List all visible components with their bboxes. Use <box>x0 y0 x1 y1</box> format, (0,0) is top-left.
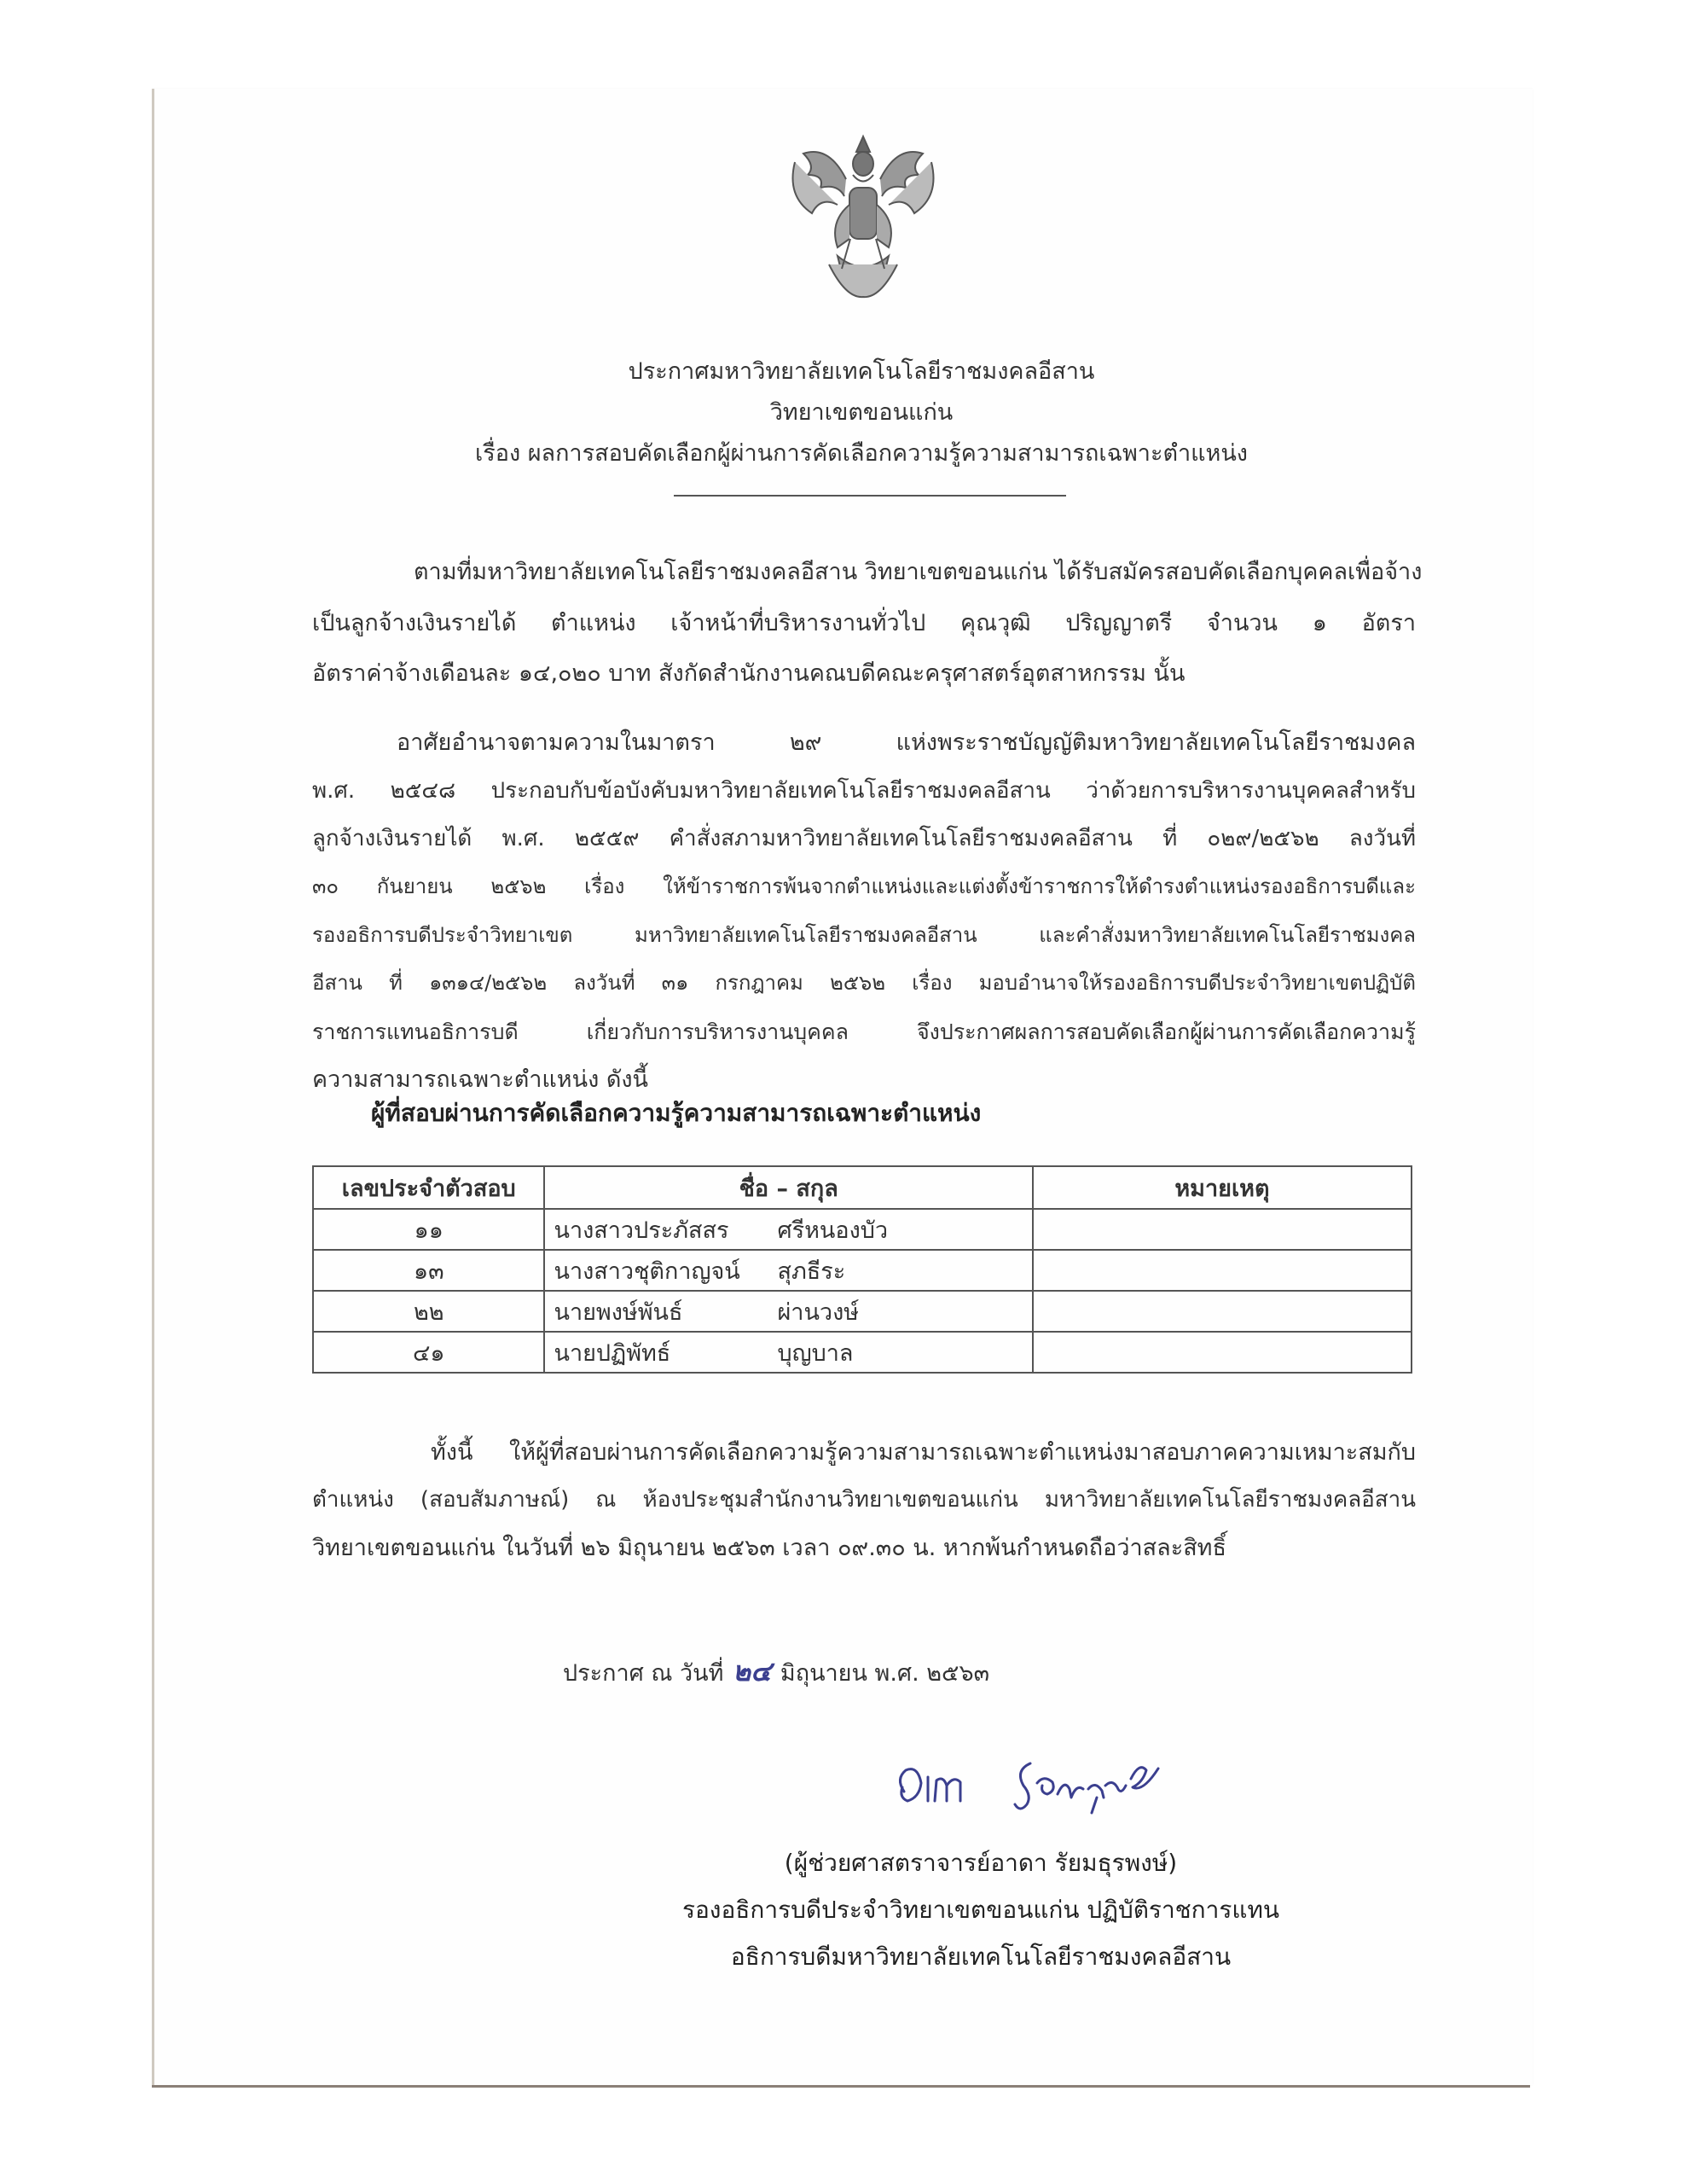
header-title: ประกาศมหาวิทยาลัยเทคโนโลยีราชมงคลอีสาน <box>628 358 1095 385</box>
last-name: สุภธีระ <box>777 1258 846 1285</box>
exam-id-cell: ๒๒ <box>313 1291 544 1332</box>
para3-line: ทั้งนี้ ให้ผู้ที่สอบผ่านการคัดเลือกความรู้ความสามารถเฉพาะตำแหน่งมาสอบภาคความเหมาะสมกับ <box>431 1439 1416 1466</box>
para1-line: เป็นลูกจ้างเงินรายได้ ตำแหน่ง เจ้าหน้าที่บริหารงานทั่วไป คุณวุฒิ ปริญญาตรี จำนวน ๑ อัตรา <box>312 610 1416 636</box>
header-divider <box>674 495 1066 497</box>
first-name: นายปฏิพัทธ์ <box>554 1339 671 1367</box>
announce-month-year: มิถุนายน พ.ศ. ๒๕๖๓ <box>780 1660 990 1687</box>
remark-cell <box>1033 1291 1412 1332</box>
garuda-emblem-icon <box>778 128 948 303</box>
announce-prefix: ประกาศ ณ วันที่ <box>563 1660 724 1687</box>
para2-line: ๓๐ กันยายน ๒๕๖๒ เรื่อง ให้ข้าราชการพ้นจากตำแหน่งและแต่งตั้งข้าราชการให้ดำรงตำแหน่งรองอธิการบดีและ <box>312 874 1416 898</box>
name-cell <box>544 1209 1032 1250</box>
name-cell <box>544 1332 1032 1373</box>
remark-cell <box>1033 1332 1412 1373</box>
exam-id-cell: ๔๑ <box>313 1332 544 1373</box>
table-row <box>313 1332 1412 1373</box>
column-header-exam-id: เลขประจำตัวสอบ <box>313 1166 544 1209</box>
para2-line: ลูกจ้างเงินรายได้ พ.ศ. ๒๕๕๙ คำสั่งสภามหาวิทยาลัยเทคโนโลยีราชมงคลอีสาน ที่ ๐๒๙/๒๕๖๒ ลงวันที่ <box>312 826 1416 851</box>
para2-line: อีสาน ที่ ๑๓๑๔/๒๕๖๒ ลงวันที่ ๓๑ กรกฎาคม ๒๕๖๒ เรื่อง มอบอำนาจให้รองอธิการบดีประจำวิทยาเขตปฏิบัติ <box>312 971 1416 995</box>
para2-line: พ.ศ. ๒๕๔๘ ประกอบกับข้อบังคับมหาวิทยาลัยเทคโนโลยีราชมงคลอีสาน ว่าด้วยการบริหารงานบุคคลสำหรับ <box>312 778 1416 804</box>
last-name: ศรีหนองบัว <box>777 1217 889 1244</box>
announce-day-handwritten: ๒๔ <box>733 1655 772 1687</box>
para2-line: ความสามารถเฉพาะตำแหน่ง ดังนี้ <box>312 1066 649 1093</box>
signer-name: (ผู้ช่วยศาสตราจารย์อาดา รัยมธุรพงษ์) <box>784 1849 1178 1877</box>
announce-date <box>563 1655 989 1687</box>
first-name: นายพงษ์พันธ์ <box>554 1298 683 1326</box>
column-header-name: ชื่อ – สกุล <box>544 1166 1032 1209</box>
table-row <box>313 1209 1412 1250</box>
name-cell <box>544 1291 1032 1332</box>
signature-icon <box>887 1745 1228 1838</box>
para3-line: ตำแหน่ง (สอบสัมภาษณ์) ณ ห้องประชุมสำนักงานวิทยาเขตขอนแก่น มหาวิทยาลัยเทคโนโลยีราชมงคลอีสาน <box>312 1487 1416 1513</box>
para2-line: รองอธิการบดีประจำวิทยาเขต มหาวิทยาลัยเทคโนโลยีราชมงคลอีสาน และคำสั่งมหาวิทยาลัยเทคโนโลยีราชมงคล <box>312 923 1416 947</box>
header-subject: เรื่อง ผลการสอบคัดเลือกผู้ผ่านการคัดเลือกความรู้ความสามารถเฉพาะตำแหน่ง <box>475 440 1248 467</box>
page-bottom-edge <box>152 2085 1530 2088</box>
para3-line: วิทยาเขตขอนแก่น ในวันที่ ๒๖ มิถุนายน ๒๕๖๓ เวลา ๐๙.๓๐ น. หากพ้นกำหนดถือว่าสละสิทธิ์ <box>312 1535 1226 1561</box>
column-header-remark: หมายเหตุ <box>1033 1166 1412 1209</box>
table-row <box>313 1291 1412 1332</box>
para1-line: อัตราค่าจ้างเดือนละ ๑๔,๐๒๐ บาท สังกัดสำนักงานคณบดีคณะครุศาสตร์อุตสาหกรรม นั้น <box>312 660 1186 687</box>
name-cell <box>544 1250 1032 1291</box>
table-row <box>313 1250 1412 1291</box>
last-name: บุญบาล <box>777 1339 854 1367</box>
para2-line: อาศัยอำนาจตามความในมาตรา ๒๙ แห่งพระราชบัญญัติมหาวิทยาลัยเทคโนโลยีราชมงคล <box>397 729 1416 756</box>
remark-cell <box>1033 1209 1412 1250</box>
first-name: นางสาวชุติกาญจน์ <box>554 1258 740 1285</box>
para2-line: ราชการแทนอธิการบดี เกี่ยวกับการบริหารงานบุคคล จึงประกาศผลการสอบคัดเลือกผู้ผ่านการคัดเลือกความรู้ <box>312 1019 1416 1044</box>
table-header-row <box>313 1166 1412 1209</box>
remark-cell <box>1033 1250 1412 1291</box>
header-campus: วิทยาเขตขอนแก่น <box>769 399 954 426</box>
section-title: ผู้ที่สอบผ่านการคัดเลือกความรู้ความสามารถเฉพาะตำแหน่ง <box>371 1099 982 1127</box>
exam-id-cell: ๑๑ <box>313 1209 544 1250</box>
exam-id-cell: ๑๓ <box>313 1250 544 1291</box>
last-name: ผ่านวงษ์ <box>777 1298 860 1326</box>
signer-title-line1: รองอธิการบดีประจำวิทยาเขตขอนแก่น ปฏิบัติราชการแทน <box>681 1896 1280 1924</box>
para1-line: ตามที่มหาวิทยาลัยเทคโนโลยีราชมงคลอีสาน วิทยาเขตขอนแก่น ได้รับสมัครสอบคัดเลือกบุคคลเพื่อจ้าง <box>414 559 1423 585</box>
signer-title-line2: อธิการบดีมหาวิทยาลัยเทคโนโลยีราชมงคลอีสาน <box>730 1943 1232 1971</box>
results-table <box>312 1165 1412 1374</box>
first-name: นางสาวประภัสสร <box>554 1217 729 1244</box>
